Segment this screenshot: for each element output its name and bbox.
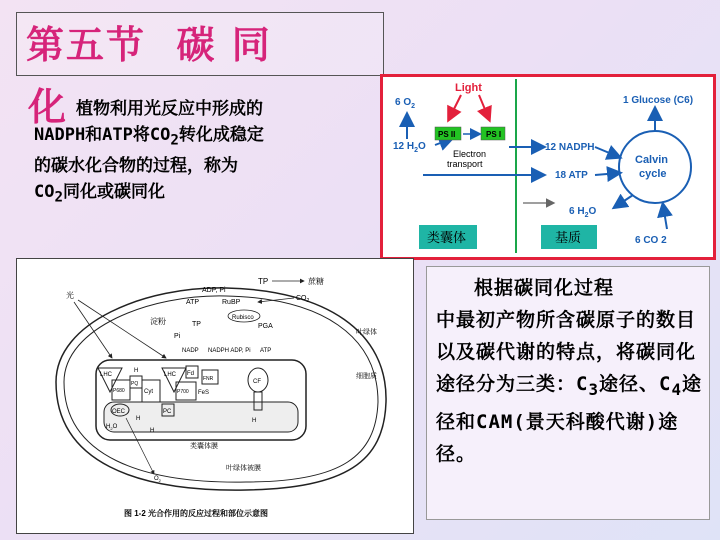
fig-hplus1: H [134, 368, 139, 374]
cycle-label: cycle [639, 168, 667, 180]
fig-caption: 图 1-2 光合作用的反应过程和部位示意图 [124, 509, 269, 518]
fig-starch: 淀粉 [150, 317, 166, 326]
fig-nadp: NADP [182, 348, 199, 354]
intro-text-1: 植物利用光反应中形成的 [76, 99, 263, 119]
fig-fnr: FNR [203, 376, 214, 382]
explain-text-2: 中最初产物所含碳原子的数目以及碳代谢的特点，将碳同化途径分为三类：C [436, 309, 697, 395]
intro-text-2: NADPH和ATP将CO [34, 125, 171, 145]
fig-chloroplast: 叶绿体 [356, 329, 377, 336]
fig-fes: FeS [198, 390, 210, 396]
fig-atp2: ATP [260, 348, 272, 354]
glucose-label: 1 Glucose (C6) [623, 95, 694, 106]
light-arrow-2 [479, 95, 489, 119]
explain-text-4: 途径和CAM(景天科酸代谢)途径。 [436, 373, 702, 465]
ps1-label: PS I [486, 130, 502, 139]
photosynthesis-figure [26, 262, 406, 526]
fig-lhc2: LHC [164, 372, 177, 378]
o2-label: 6 $O_2$ [395, 97, 416, 110]
co2-arrow [663, 205, 667, 229]
atp-arrow [595, 173, 619, 175]
intro-text-5: CO [34, 182, 55, 203]
h2o-right-arrow [615, 195, 633, 207]
fig-pc: PC [163, 409, 172, 415]
fig-hplus2: H [136, 416, 141, 422]
fig-lhc1: LHC [100, 372, 113, 378]
fig-adp-pi: ADP, Pi [202, 287, 226, 294]
fig-fd: Fd [187, 371, 195, 377]
co2-label: 6 CO 2 [635, 235, 667, 246]
fig-hplus3: H [150, 428, 155, 434]
fig-tp1: TP [258, 277, 269, 286]
ps2-label: PS II [438, 130, 456, 139]
fig-light: 光 [66, 291, 74, 300]
intro-text-6: 同化或碳同化 [63, 182, 166, 203]
intro-sub-1: 2 [170, 132, 179, 149]
fig-nadph-adp: NADPH ADP, Pi [208, 348, 251, 354]
overview-svg [383, 77, 713, 257]
slide-title: 第五节 碳 同 [26, 22, 272, 67]
light-label: Light [455, 82, 482, 94]
fig-hplus4: H [252, 418, 257, 424]
fig-cytoplasm: 细胞质 [356, 373, 377, 380]
fig-tp2: TP [192, 321, 201, 328]
light-arrow-1 [449, 95, 461, 119]
fig-light-arrow-2 [78, 300, 166, 358]
explanation-text [436, 272, 702, 470]
stroma-label: 基质 [555, 230, 582, 245]
photosynthesis-overview-diagram [380, 74, 716, 260]
fig-rubisco: Rubisco [232, 315, 254, 321]
lumen-shape [104, 402, 298, 432]
calvin-cycle-circle [619, 131, 691, 203]
fig-chloroplast-envelope: 叶绿体被膜 [226, 465, 261, 472]
fig-atp1: ATP [186, 299, 200, 306]
transport-label: transport [447, 159, 483, 169]
fig-o2: $O_2$ [154, 476, 161, 483]
atp-label: 18 ATP [555, 170, 588, 181]
fig-rubp: RuBP [222, 299, 241, 306]
fig-cyt: Cyt [144, 389, 153, 395]
intro-sub-2: 2 [54, 189, 64, 206]
h2o-left-label: 12 $H_2O$ [393, 141, 426, 154]
electron-label: Electron [453, 149, 487, 159]
figure-svg [26, 262, 406, 526]
explain-sub-c3: 3 [588, 379, 599, 399]
fig-p680: P680 [113, 388, 125, 394]
explain-sub-c4: 4 [671, 379, 682, 399]
fig-pq: PQ [131, 381, 139, 387]
calvin-label: Calvin [635, 154, 669, 166]
fig-light-arrow-1 [74, 302, 112, 358]
slide-title-continued: 化 [28, 84, 67, 129]
fig-cf: CF [253, 379, 261, 385]
nadph-arrow [595, 147, 619, 157]
fig-oec: OEC [112, 409, 126, 415]
fig-p700: P700 [177, 389, 189, 395]
explain-line-1: 根据碳同化过程 [474, 277, 615, 299]
explain-text-3: 途径、C [598, 373, 672, 395]
fig-co2: $CO_2$ [296, 295, 310, 304]
fig-pi: Pi [174, 333, 181, 340]
fig-h2o: $H_2O$ [106, 424, 118, 431]
intro-text-4: 的碳水化合物的过程，称为 [34, 156, 238, 177]
intro-text-3: 转化成稳定 [178, 125, 264, 145]
fig-sucrose: 蔗糖 [308, 277, 324, 286]
intro-paragraph [34, 96, 374, 211]
h2o-right-label: 6 $H_2O$ [569, 206, 597, 219]
fig-pga: PGA [258, 323, 273, 330]
nadph-label: 12 NADPH [545, 142, 595, 153]
fig-thylakoid-membrane: 类囊体膜 [190, 443, 218, 450]
thylakoid-label: 类囊体 [427, 230, 467, 245]
